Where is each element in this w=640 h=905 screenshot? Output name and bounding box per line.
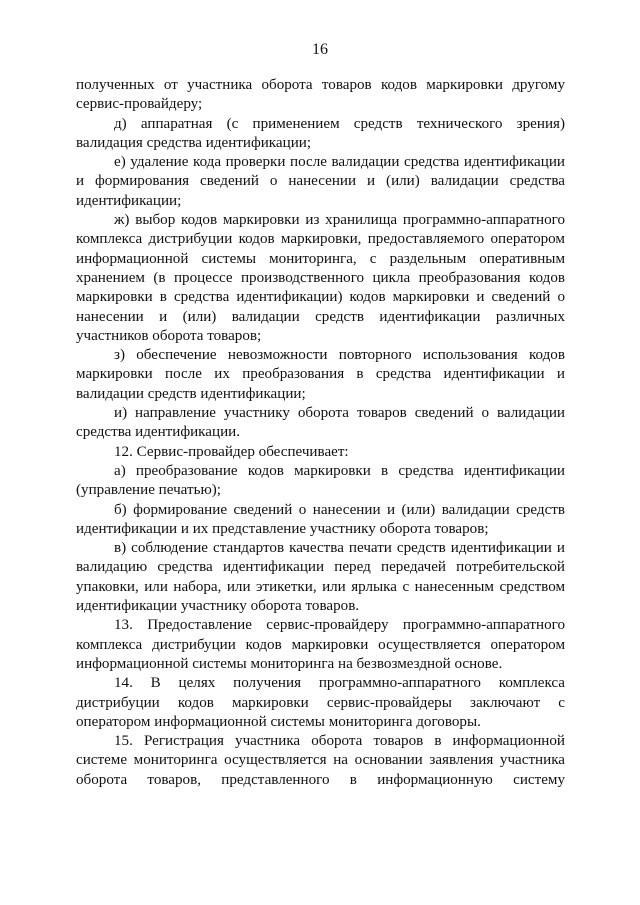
paragraph-item-zh: ж) выбор кодов маркировки из хранилища программно-аппаратного комплекса дистрибуции кодов маркировки, предоставляемого оператором информационной системы мониторинга, с раздельным оперативным хранением (в процессе производственного цикла преобразования кодов маркировки в средства идентификации) кодов маркировки и сведений о нанесении и (или) валидации средств идентификации различных участников оборота товаров; [76,212,565,344]
paragraph-15: 15. Регистрация участника оборота товаров в информационной системе мониторинга осуществляется на основании заявления участника оборота товаров, представленного в информационную систему [76,733,565,788]
paragraph-12: 12. Сервис-провайдер обеспечивает: [114,443,349,460]
paragraph-12-b: б) формирование сведений о нанесении и (или) валидации средств идентификации и их представление участнику оборота товаров; [76,501,565,537]
paragraph-item-i: и) направление участнику оборота товаров сведений о валидации средства идентификации. [76,405,565,441]
paragraph-12-a: а) преобразование кодов маркировки в средства идентификации (управление печатью); [76,462,565,499]
paragraph-12-v: в) соблюдение стандартов качества печати средств идентификации и валидацию средства идентификации перед передачей потребительской упаковки, или набора, или этикетки, или ярлыка с нанесенным средством идентификации участнику оборота товаров. [76,540,565,615]
paragraph-14: 14. В целях получения программно-аппаратного комплекса дистрибуции кодов маркировки сервис-провайдеры заключают с оператором информационной системы мониторинга договоры. [76,675,565,730]
paragraph-item-e: е) удаление кода проверки после валидации средства идентификации и формирования сведений о нанесении и (или) валидации средства идентификации; [76,154,565,209]
page-number: 16 [312,41,328,58]
paragraph-continuation: полученных от участника оборота товаров кодов маркировки другому сервис-провайдеру; [76,77,565,113]
paragraph-item-d: д) аппаратная (с применением средств технического зрения) валидация средства идентификации; [76,115,565,151]
paragraph-13: 13. Предоставление сервис-провайдеру программно-аппаратного комплекса дистрибуции кодов маркировки осуществляется оператором информационной системы мониторинга на безвозмездной основе. [76,617,565,672]
paragraph-item-z: з) обеспечение невозможности повторного использования кодов маркировки после их преобразования в средства идентификации и валидации средств идентификации; [76,347,565,402]
document-body [76,76,565,790]
